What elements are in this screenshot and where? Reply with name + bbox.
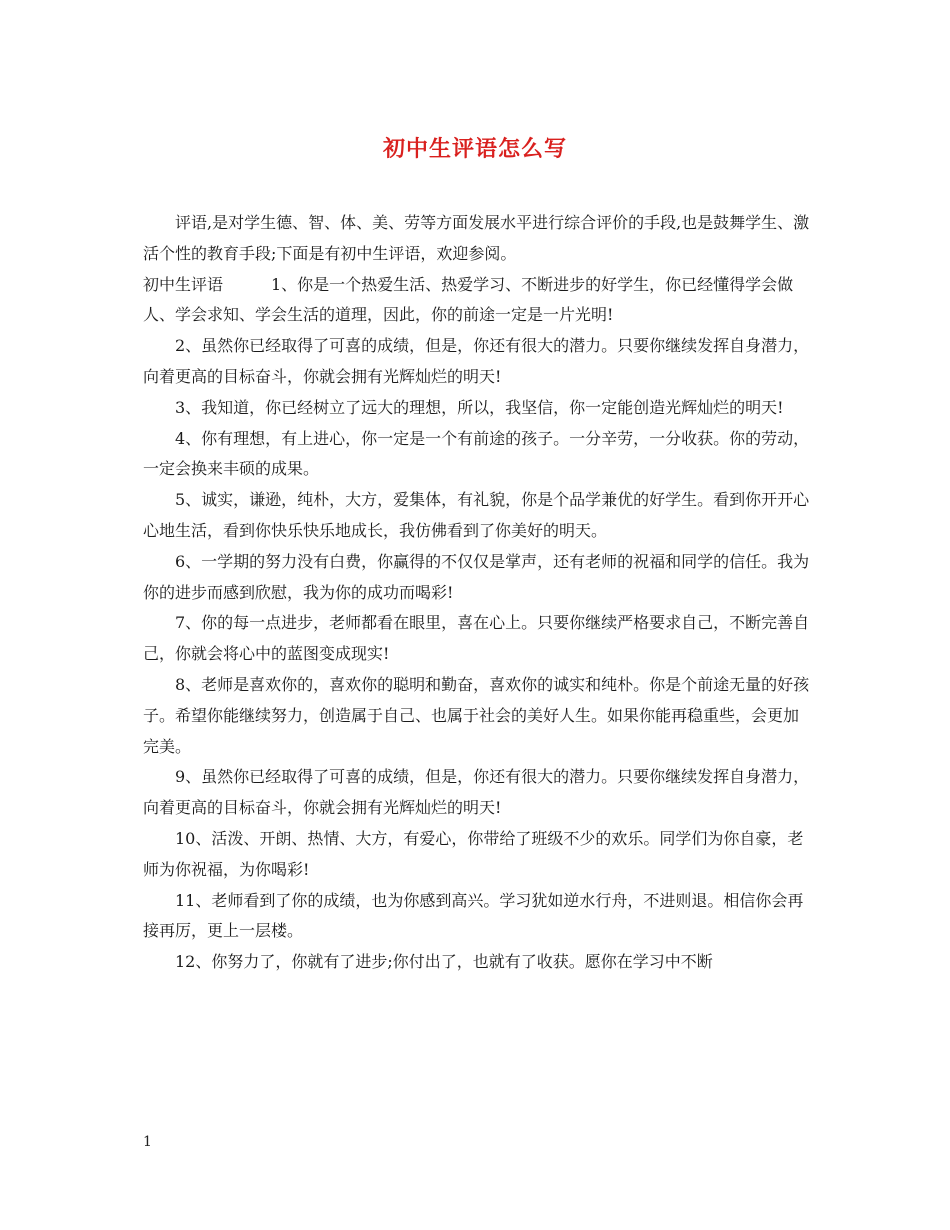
comment-paragraph: 8、老师是喜欢你的，喜欢你的聪明和勤奋，喜欢你的诚实和纯朴。你是个前途无量的好孩子。希望你能继续努力，创造属于自己、也属于社会的美好人生。如果你能再稳重些，会更加完美。 bbox=[143, 674, 810, 756]
comment-paragraph: 12、你努力了，你就有了进步;你付出了，也就有了收获。愿你在学习中不断 bbox=[175, 952, 713, 972]
document-title: 初中生评语怎么写 bbox=[382, 136, 567, 162]
first-comment-paragraph bbox=[143, 270, 813, 332]
comment-text: 1、你是一个热爱生活、热爱学习、不断进步的好学生，你已经懂得学会做人、学会求知、学会生活的道理，因此，你的前途一定是一片光明! bbox=[143, 274, 794, 325]
intro-paragraph: 评语,是对学生德、智、体、美、劳等方面发展水平进行综合评价的手段,也是鼓舞学生、激活个性的教育手段;下面是有初中生评语，欢迎参阅。 bbox=[143, 213, 810, 263]
comment-paragraph: 6、一学期的努力没有白费，你赢得的不仅仅是掌声，还有老师的祝福和同学的信任。我为你的进步而感到欣慰，我为你的成功而喝彩! bbox=[143, 551, 810, 602]
section-label: 初中生评语 bbox=[143, 274, 224, 294]
document-body bbox=[143, 208, 813, 978]
comment-paragraph: 10、活泼、开朗、热情、大方，有爱心，你带给了班级不少的欢乐。同学们为你自豪，老师为你祝福，为你喝彩! bbox=[143, 828, 804, 879]
comment-paragraph: 4、你有理想，有上进心，你一定是一个有前途的孩子。一分辛劳，一分收获。你的劳动，一定会换来丰硕的成果。 bbox=[143, 428, 810, 479]
comment-paragraph: 3、我知道，你已经树立了远大的理想，所以，我坚信，你一定能创造光辉灿烂的明天! bbox=[175, 397, 784, 417]
comment-paragraph: 11、老师看到了你的成绩，也为你感到高兴。学习犹如逆水行舟，不进则退。相信你会再接再厉，更上一层楼。 bbox=[143, 890, 804, 941]
page-number: 1 bbox=[143, 1134, 152, 1150]
comment-paragraph: 2、虽然你已经取得了可喜的成绩，但是，你还有很大的潜力。只要你继续发挥自身潜力，向着更高的目标奋斗，你就会拥有光辉灿烂的明天! bbox=[143, 336, 810, 386]
comment-paragraph: 5、诚实，谦逊，纯朴，大方，爱集体，有礼貌，你是个品学兼优的好学生。看到你开开心心地生活，看到你快乐快乐地成长，我仿佛看到了你美好的明天。 bbox=[143, 490, 810, 540]
comment-paragraph: 7、你的每一点进步，老师都看在眼里，喜在心上。只要你继续严格要求自己，不断完善自己，你就会将心中的蓝图变成现实! bbox=[143, 613, 810, 664]
comment-paragraph: 9、虽然你已经取得了可喜的成绩，但是，你还有很大的潜力。只要你继续发挥自身潜力，向着更高的目标奋斗，你就会拥有光辉灿烂的明天! bbox=[143, 767, 810, 818]
